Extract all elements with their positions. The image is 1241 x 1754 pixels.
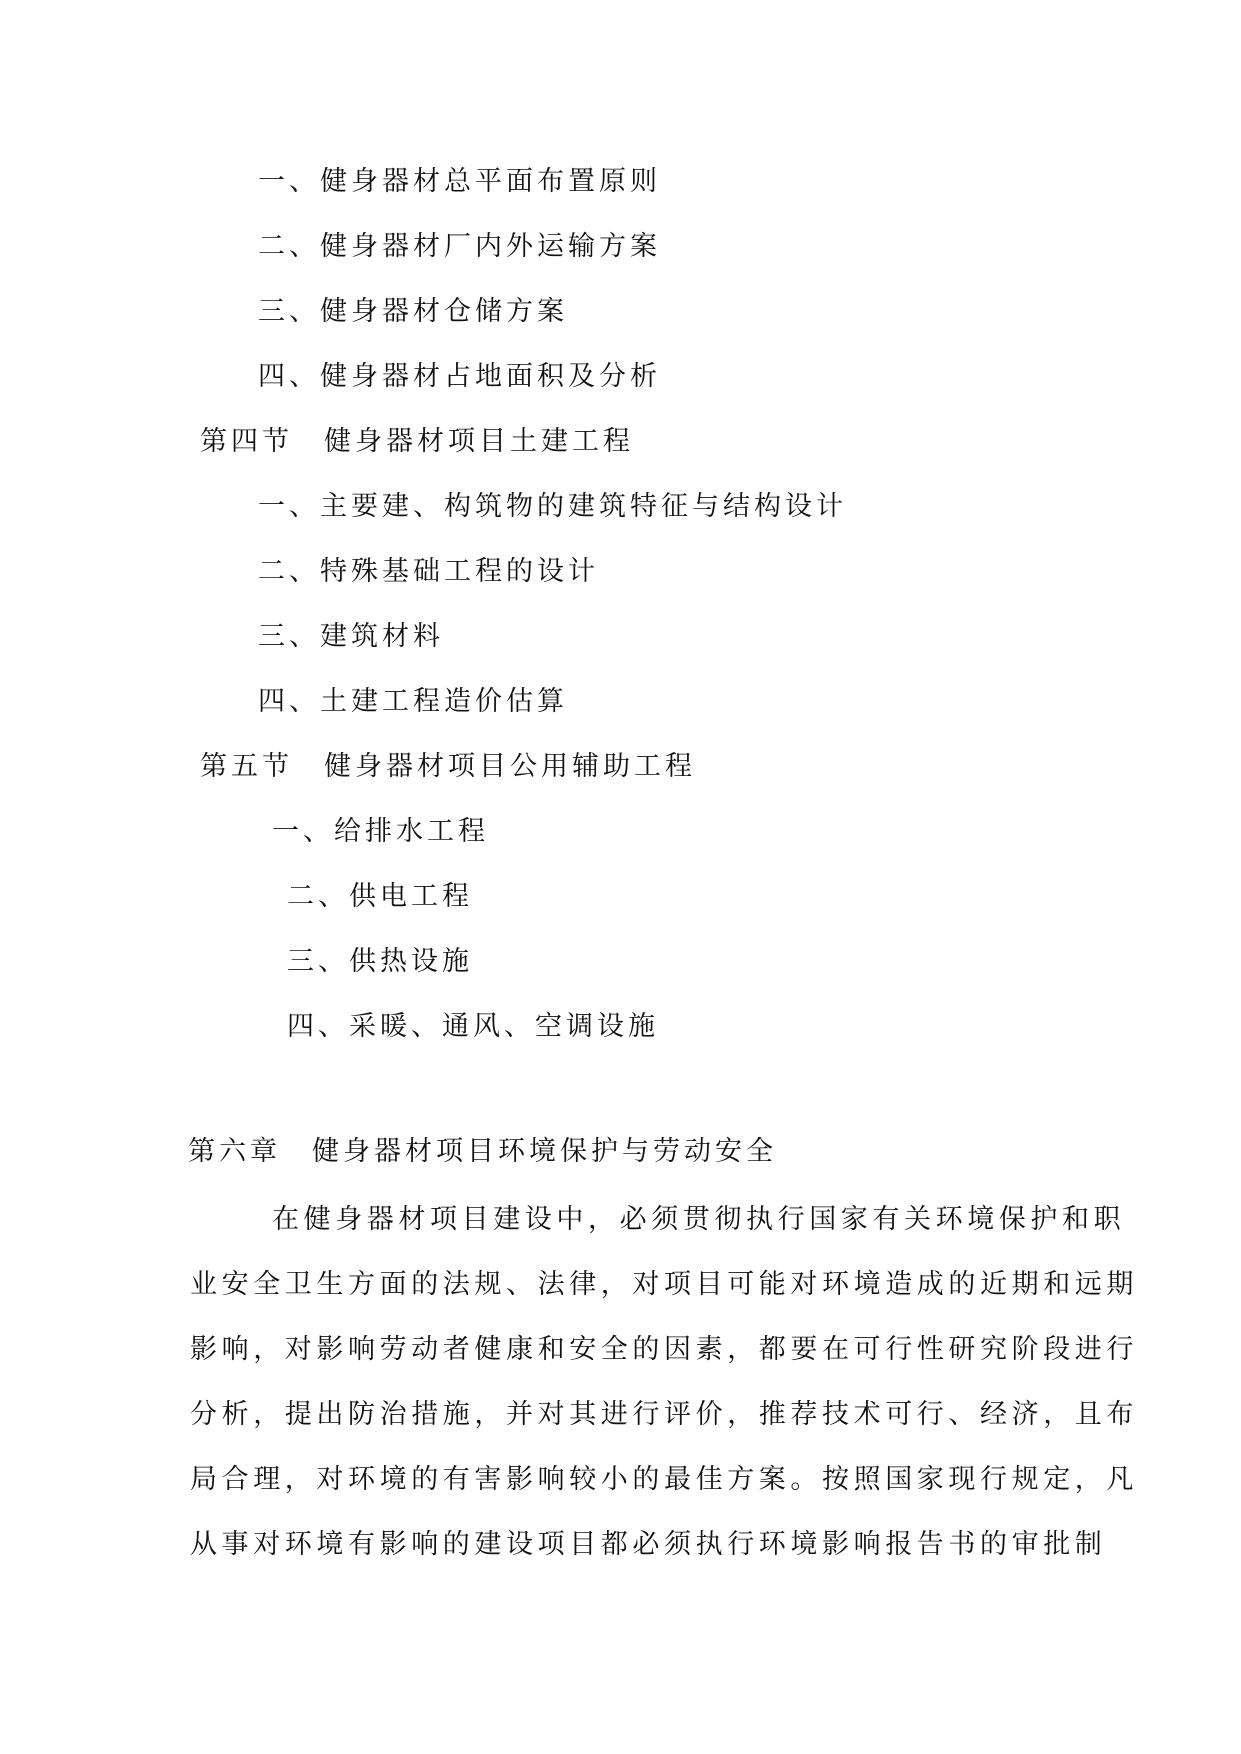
toc-s4-item-2: 二、特殊基础工程的设计 <box>258 556 599 587</box>
toc-s5-item-2: 二、供电工程 <box>287 881 473 912</box>
toc-section5-title: 第五节 健身器材项目公用辅助工程 <box>200 751 696 782</box>
toc-s3-item-1: 一、健身器材总平面布置原则 <box>258 166 661 197</box>
chapter6-para-line-1: 在健身器材项目建设中，必须贯彻执行国家有关环境保护和职 <box>272 1204 1126 1235</box>
toc-s5-item-3: 三、供热设施 <box>287 946 473 977</box>
chapter6-para-line-3: 影响，对影响劳动者健康和安全的因素，都要在可行性研究阶段进行 <box>190 1334 1138 1365</box>
chapter6-para-line-4: 分析，提出防治措施，并对其进行评价，推荐技术可行、经济，且布 <box>190 1399 1138 1430</box>
toc-s3-item-4: 四、健身器材占地面积及分析 <box>258 361 661 392</box>
toc-s3-item-3: 三、健身器材仓储方案 <box>258 296 568 327</box>
toc-s5-item-1: 一、给排水工程 <box>272 816 489 847</box>
toc-s5-item-4: 四、采暖、通风、空调设施 <box>287 1011 659 1042</box>
chapter6-para-line-2: 业安全卫生方面的法规、法律，对项目可能对环境造成的近期和远期 <box>190 1269 1138 1300</box>
toc-s4-item-3: 三、建筑材料 <box>258 621 444 652</box>
chapter6-para-line-6: 从事对环境有影响的建设项目都必须执行环境影响报告书的审批制 <box>190 1529 1107 1560</box>
toc-s3-item-2: 二、健身器材厂内外运输方案 <box>258 231 661 262</box>
toc-s4-item-1: 一、主要建、构筑物的建筑特征与结构设计 <box>258 491 847 522</box>
toc-section4-title: 第四节 健身器材项目土建工程 <box>200 426 634 457</box>
chapter6-para-line-5: 局合理，对环境的有害影响较小的最佳方案。按照国家现行规定，凡 <box>190 1464 1138 1495</box>
toc-s4-item-4: 四、土建工程造价估算 <box>258 686 568 717</box>
chapter6-title: 第六章 健身器材项目环境保护与劳动安全 <box>188 1136 777 1167</box>
